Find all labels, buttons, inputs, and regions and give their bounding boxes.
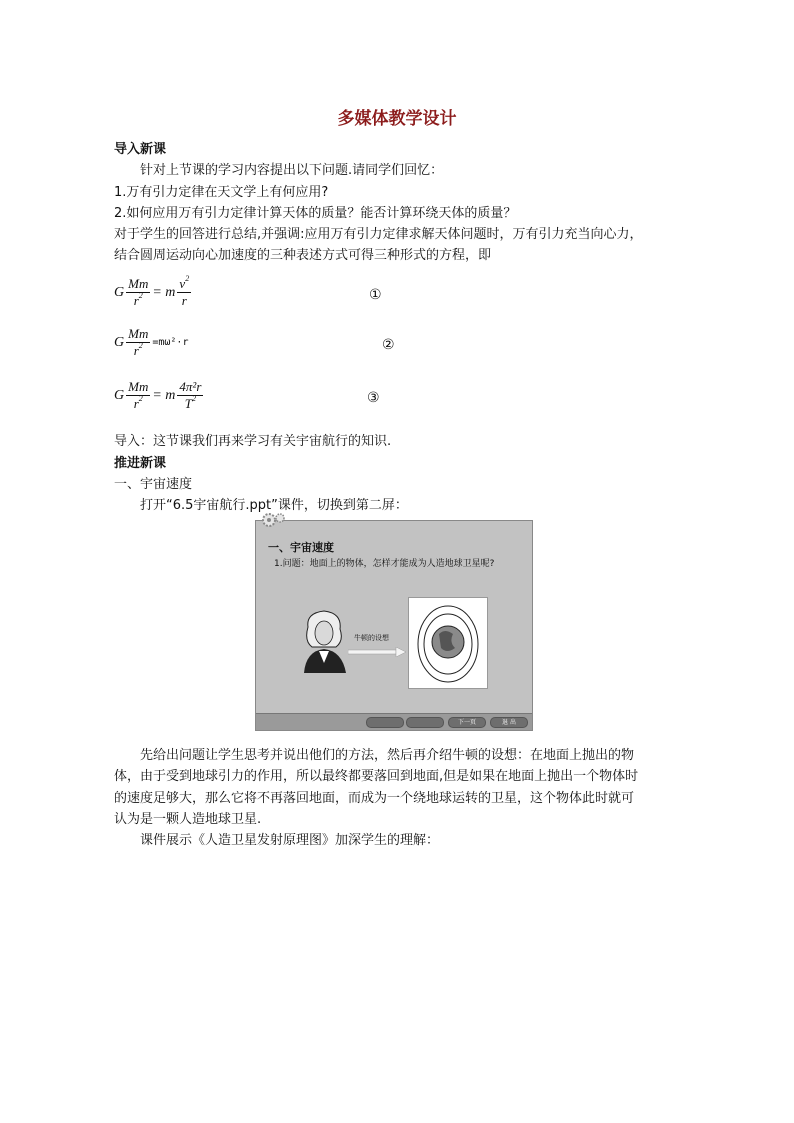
slide-control-bar	[256, 713, 532, 730]
formula-1-marker: ①	[369, 287, 382, 303]
intro-text: 针对上节课的学习内容提出以下问题.请同学们回忆：	[140, 163, 444, 178]
formula-exponent: 2	[192, 394, 197, 403]
formula-exponent: 2	[138, 394, 143, 403]
formula-g: G	[114, 284, 125, 300]
slide-next-button[interactable]: 下一页	[448, 717, 486, 728]
formula-g: G	[114, 334, 125, 350]
page-title: 多媒体教学设计	[337, 109, 457, 129]
formula-g: G	[114, 387, 125, 403]
formula-denominator: r	[181, 293, 187, 308]
formula-1	[114, 276, 193, 309]
formula-equals: = m	[152, 284, 176, 300]
formula-exponent: 2	[138, 291, 143, 300]
formula-numerator: Mm	[128, 326, 149, 341]
formula-equals: = m	[152, 387, 176, 403]
formula-denominator: r	[133, 293, 139, 308]
question-1: 1.万有引力定律在天文学上有何应用?	[114, 185, 329, 200]
arrow-right-icon	[348, 647, 406, 657]
slide-caption: 牛顿的设想	[354, 634, 389, 642]
slide-question: 1.问题：地面上的物体，怎样才能成为人造地球卫星呢?	[274, 559, 495, 569]
newton-portrait	[300, 607, 348, 673]
slide-blank-button-1[interactable]	[366, 717, 404, 728]
earth-orbit-icon	[409, 598, 487, 688]
slide-exit-button[interactable]: 退 出	[490, 717, 528, 728]
closing-text: 课件展示《人造卫星发射原理图》加深学生的理解：	[140, 833, 440, 848]
formula-3-marker: ③	[367, 390, 380, 406]
question-2: 2.如何应用万有引力定律计算天体的质量？能否计算环绕天体的质量？	[114, 206, 517, 221]
formula-denominator: T	[184, 396, 193, 411]
section-heading-intro: 导入新课	[114, 142, 167, 157]
subsection-heading: 一、宇宙速度	[114, 477, 193, 492]
formula-denominator: r	[133, 343, 139, 358]
lead-in-text: 导入：这节课我们再来学习有关宇宙航行的知识.	[114, 434, 392, 449]
gear-icon	[260, 511, 286, 529]
section-heading-advance: 推进新课	[114, 456, 167, 471]
formula-denominator: r	[133, 396, 139, 411]
summary-line-2: 结合圆周运动向心加速度的三种表述方式可得三种形式的方程，即	[114, 248, 492, 263]
formula-numerator: v	[179, 276, 186, 291]
paragraph-line-3: 的速度足够大，那么它将不再落回地面，而成为一个绕地球运转的卫星，这个物体此时就可	[114, 791, 635, 806]
formula-rhs: =mω²·r	[152, 337, 189, 348]
paragraph-line-1: 先给出问题让学生思考并说出他们的方法，然后再介绍牛顿的设想：在地面上抛出的物	[140, 748, 635, 763]
formula-exponent: 2	[185, 274, 190, 283]
summary-line-1: 对于学生的回答进行总结,并强调:应用万有引力定律求解天体问题时，万有引力充当向心力，	[114, 227, 643, 242]
slide-blank-button-2[interactable]	[406, 717, 444, 728]
slide-title: 一、宇宙速度	[268, 541, 334, 554]
paragraph-line-2: 体，由于受到地球引力的作用，所以最终都要落回到地面,但是如果在地面上抛出一个物体时	[114, 769, 639, 784]
formula-2-marker: ②	[382, 337, 395, 353]
slide-screenshot	[255, 520, 533, 731]
formula-numerator: Mm	[128, 276, 149, 291]
formula-2	[114, 326, 188, 359]
formula-numerator: Mm	[128, 379, 149, 394]
formula-3	[114, 379, 205, 412]
formula-exponent: 2	[138, 341, 143, 350]
earth-orbit-panel	[408, 597, 488, 689]
open-file-text: 打开“6.5宇宙航行.ppt”课件，切换到第二屏：	[140, 498, 408, 513]
formula-numerator: 4π²r	[179, 379, 202, 394]
paragraph-line-4: 认为是一颗人造地球卫星.	[114, 812, 262, 827]
